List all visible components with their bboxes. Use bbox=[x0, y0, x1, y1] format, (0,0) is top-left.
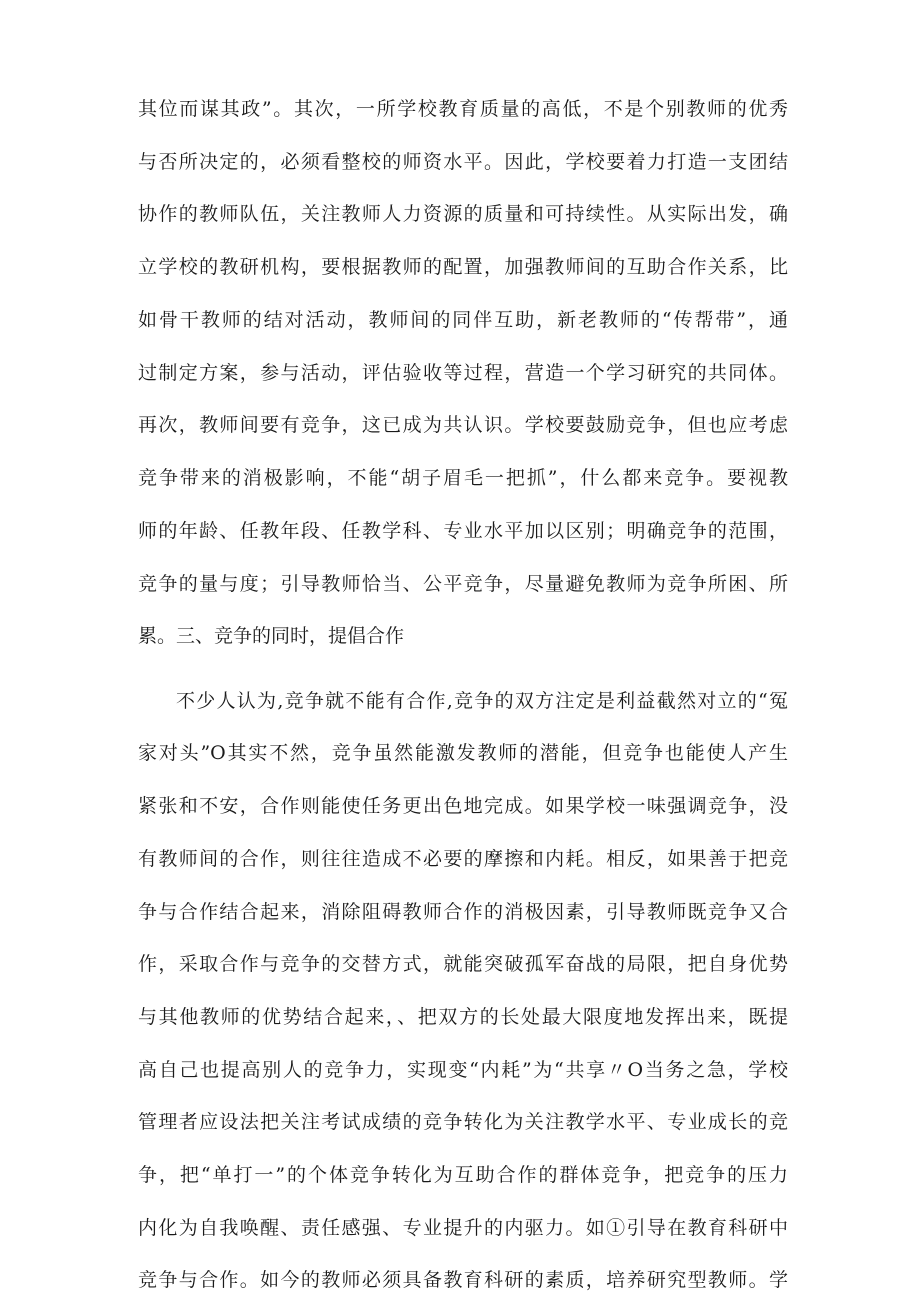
paragraph-2-line-4: 有教师间的合作，则往往造成不必要的摩擦和内耗。相反，如果善于把竞 bbox=[138, 848, 788, 870]
section-heading-line: 累。三、竞争的同时，提倡合作 bbox=[138, 625, 405, 647]
paragraph-2-line-2: 家对头”O其实不然，竞争虽然能激发教师的潜能，但竞争也能使人产生 bbox=[138, 742, 788, 764]
paragraph-2-line-11: 内化为自我唤醒、责任感强、专业提升的内驱力。如①引导在教育科研中 bbox=[138, 1217, 788, 1239]
paragraph-1-line-2: 与否所决定的，必须看整校的师资水平。因此，学校要着力打造一支团结 bbox=[138, 151, 788, 173]
paragraph-2-line-1: 不少人认为,竞争就不能有合作,竞争的双方注定是利益截然对立的“冤 bbox=[176, 690, 788, 712]
paragraph-1-line-6: 过制定方案，参与活动，评估验收等过程，营造一个学习研究的共同体。 bbox=[138, 362, 788, 384]
paragraph-1-line-3: 协作的教师队伍，关注教师人力资源的质量和可持续性。从实际出发，确 bbox=[138, 203, 788, 225]
paragraph-2-line-7: 与其他教师的优势结合起来，、把双方的长处最大限度地发挥出来，既提 bbox=[138, 1006, 788, 1028]
paragraph-2-line-8: 高自己也提高别人的竞争力，实现变“内耗”为“共享〃O当务之急，学校 bbox=[138, 1059, 788, 1081]
paragraph-1-line-9: 师的年龄、任教年段、任教学科、专业水平加以区别；明确竞争的范围， bbox=[138, 520, 788, 542]
paragraph-1-line-5: 如骨干教师的结对活动，教师间的同伴互助，新老教师的“传帮带”，通 bbox=[138, 309, 788, 331]
paragraph-1-line-10: 竞争的量与度；引导教师恰当、公平竞争，尽量避免教师为竞争所困、所 bbox=[138, 573, 788, 595]
paragraph-1-line-1: 其位而谋其政”。其次，一所学校教育质量的高低，不是个别教师的优秀 bbox=[138, 98, 788, 120]
paragraph-2-line-3: 紧张和不安，合作则能使任务更出色地完成。如果学校一味强调竞争，没 bbox=[138, 795, 788, 817]
paragraph-2-line-10: 争，把“单打一”的个体竞争转化为互助合作的群体竞争，把竞争的压力 bbox=[138, 1164, 788, 1186]
paragraph-1-line-7: 再次，教师间要有竞争，这已成为共认识。学校要鼓励竞争，但也应考虑 bbox=[138, 414, 788, 436]
paragraph-1-line-4: 立学校的教研机构，要根据教师的配置，加强教师间的互助合作关系，比 bbox=[138, 256, 788, 278]
paragraph-2-line-9: 管理者应设法把关注考试成绩的竞争转化为关注教学水平、专业成长的竞 bbox=[138, 1111, 788, 1133]
paragraph-1-line-8: 竞争带来的消极影响，不能“胡子眉毛一把抓”，什么都来竞争。要视教 bbox=[138, 467, 788, 489]
paragraph-2-line-12: 竞争与合作。如今的教师必须具备教育科研的素质，培养研究型教师。学 bbox=[138, 1269, 788, 1291]
paragraph-2-line-5: 争与合作结合起来，消除阻碍教师合作的消极因素，引导教师既竞争又合 bbox=[138, 901, 788, 923]
paragraph-2-line-6: 作，采取合作与竞争的交替方式，就能突破孤军奋战的局限，把自身优势 bbox=[138, 953, 788, 975]
